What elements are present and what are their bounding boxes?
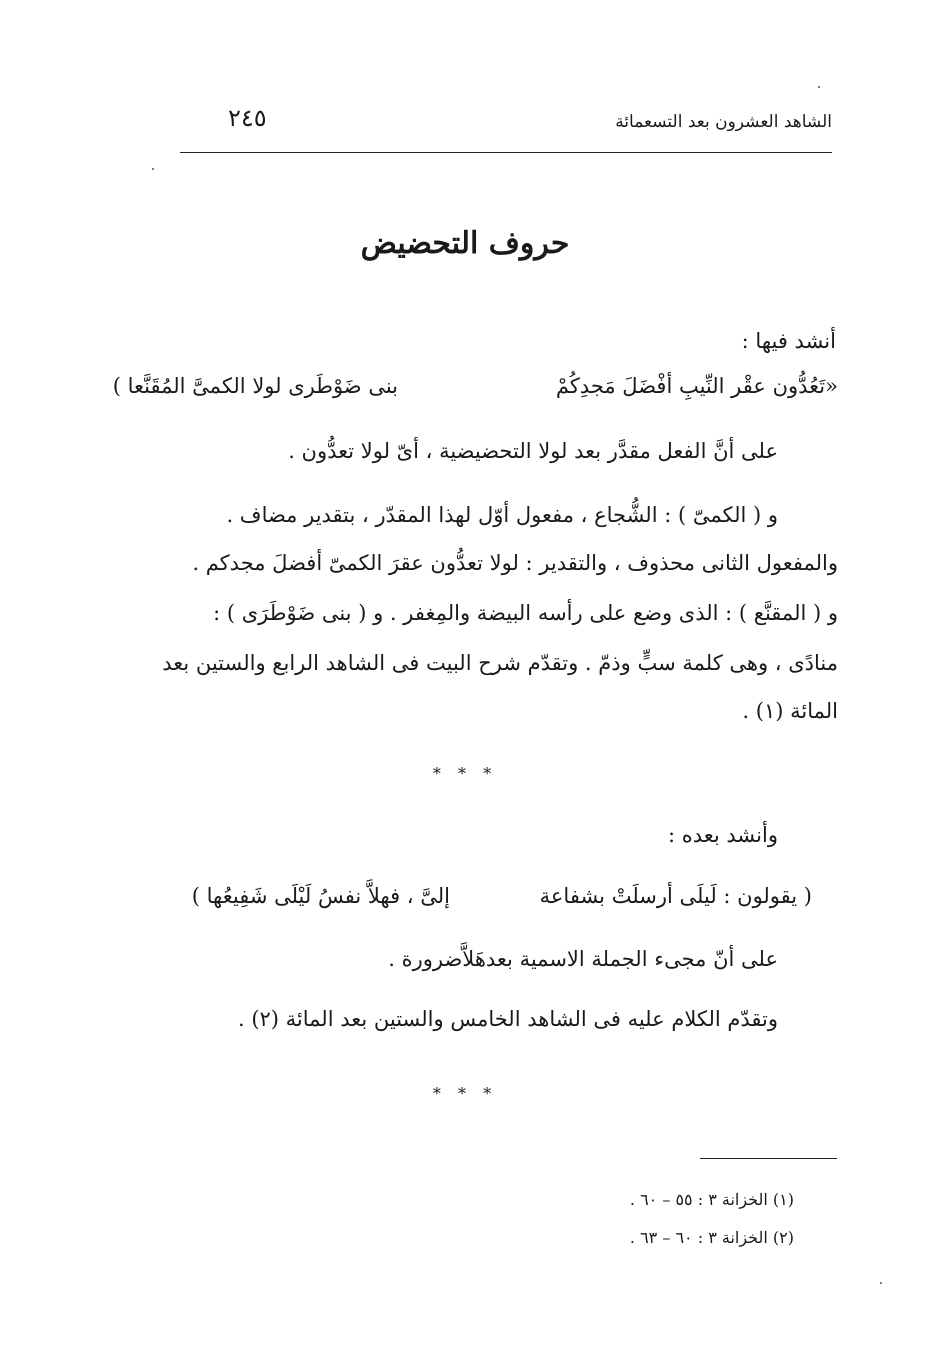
scan-speck xyxy=(818,86,820,88)
body-line: منادًى ، وهى كلمة سبٍّ وذمّ . وتقدّم شرح البيت فى الشاهد الرابع والستين بعد xyxy=(162,651,838,675)
verse-2-second-hemistich: إلىَّ ، فهلاَّ نفسُ لَيْلَى شَفِيعُها ) xyxy=(191,884,450,908)
scan-speck xyxy=(152,168,154,170)
separator-stars: * * * xyxy=(432,1084,498,1103)
body-line: على أنَّ الفعل مقدَّر بعد لولا التحضيضية ، أىّ لولا تعدُّون . xyxy=(288,439,778,463)
body-line: على أنّ مجىء الجملة الاسمية بعدهَلاَّضرورة . xyxy=(388,947,778,971)
intro-line-1: أنشد فيها : xyxy=(741,329,836,353)
separator-stars: * * * xyxy=(432,764,498,783)
footnote-2: (٢) الخزانة ٣ : ٦٠ – ٦٣ . xyxy=(629,1228,794,1247)
footnote-1: (١) الخزانة ٣ : ٥٥ – ٦٠ . xyxy=(629,1190,794,1209)
section-title: حروف التحضيض xyxy=(360,226,570,261)
body-line: و ( المقنَّع ) : الذى وضع على رأسه البيضة والمِغفر . و ( بنى ضَوْطَرَى ) : xyxy=(213,601,838,625)
page-number: ٢٤٥ xyxy=(228,104,267,132)
body-line: و ( الكمىّ ) : الشُّجاع ، مفعول أوّل لهذا المقدّر ، بتقدير مضاف . xyxy=(226,503,778,527)
body-line: والمفعول الثانى محذوف ، والتقدير : لولا تعدُّون عقرَ الكمىّ أفضلَ مجدكم . xyxy=(192,551,838,575)
body-line: وتقدّم الكلام عليه فى الشاهد الخامس والستين بعد المائة (٢) . xyxy=(237,1007,778,1031)
verse-1-second-hemistich: بنى ضَوْطَرى لولا الكمىَّ المُقَنَّعا ) xyxy=(112,374,398,398)
footnote-rule xyxy=(700,1158,837,1159)
header-rule xyxy=(180,152,832,153)
body-line: المائة (١) . xyxy=(742,699,838,723)
running-title: الشاهد العشرون بعد التسعمائة xyxy=(615,112,832,132)
verse-1-first-hemistich: «تَعُدُّون عقْر النِّيبِ أفْضَلَ مَجدِكُمْ xyxy=(555,374,838,398)
intro-line-2: وأنشد بعده : xyxy=(667,823,778,847)
scan-speck xyxy=(880,1282,882,1284)
verse-2-first-hemistich: ( يقولون : لَيلَى أرسلَتْ بشفاعة xyxy=(539,884,812,908)
